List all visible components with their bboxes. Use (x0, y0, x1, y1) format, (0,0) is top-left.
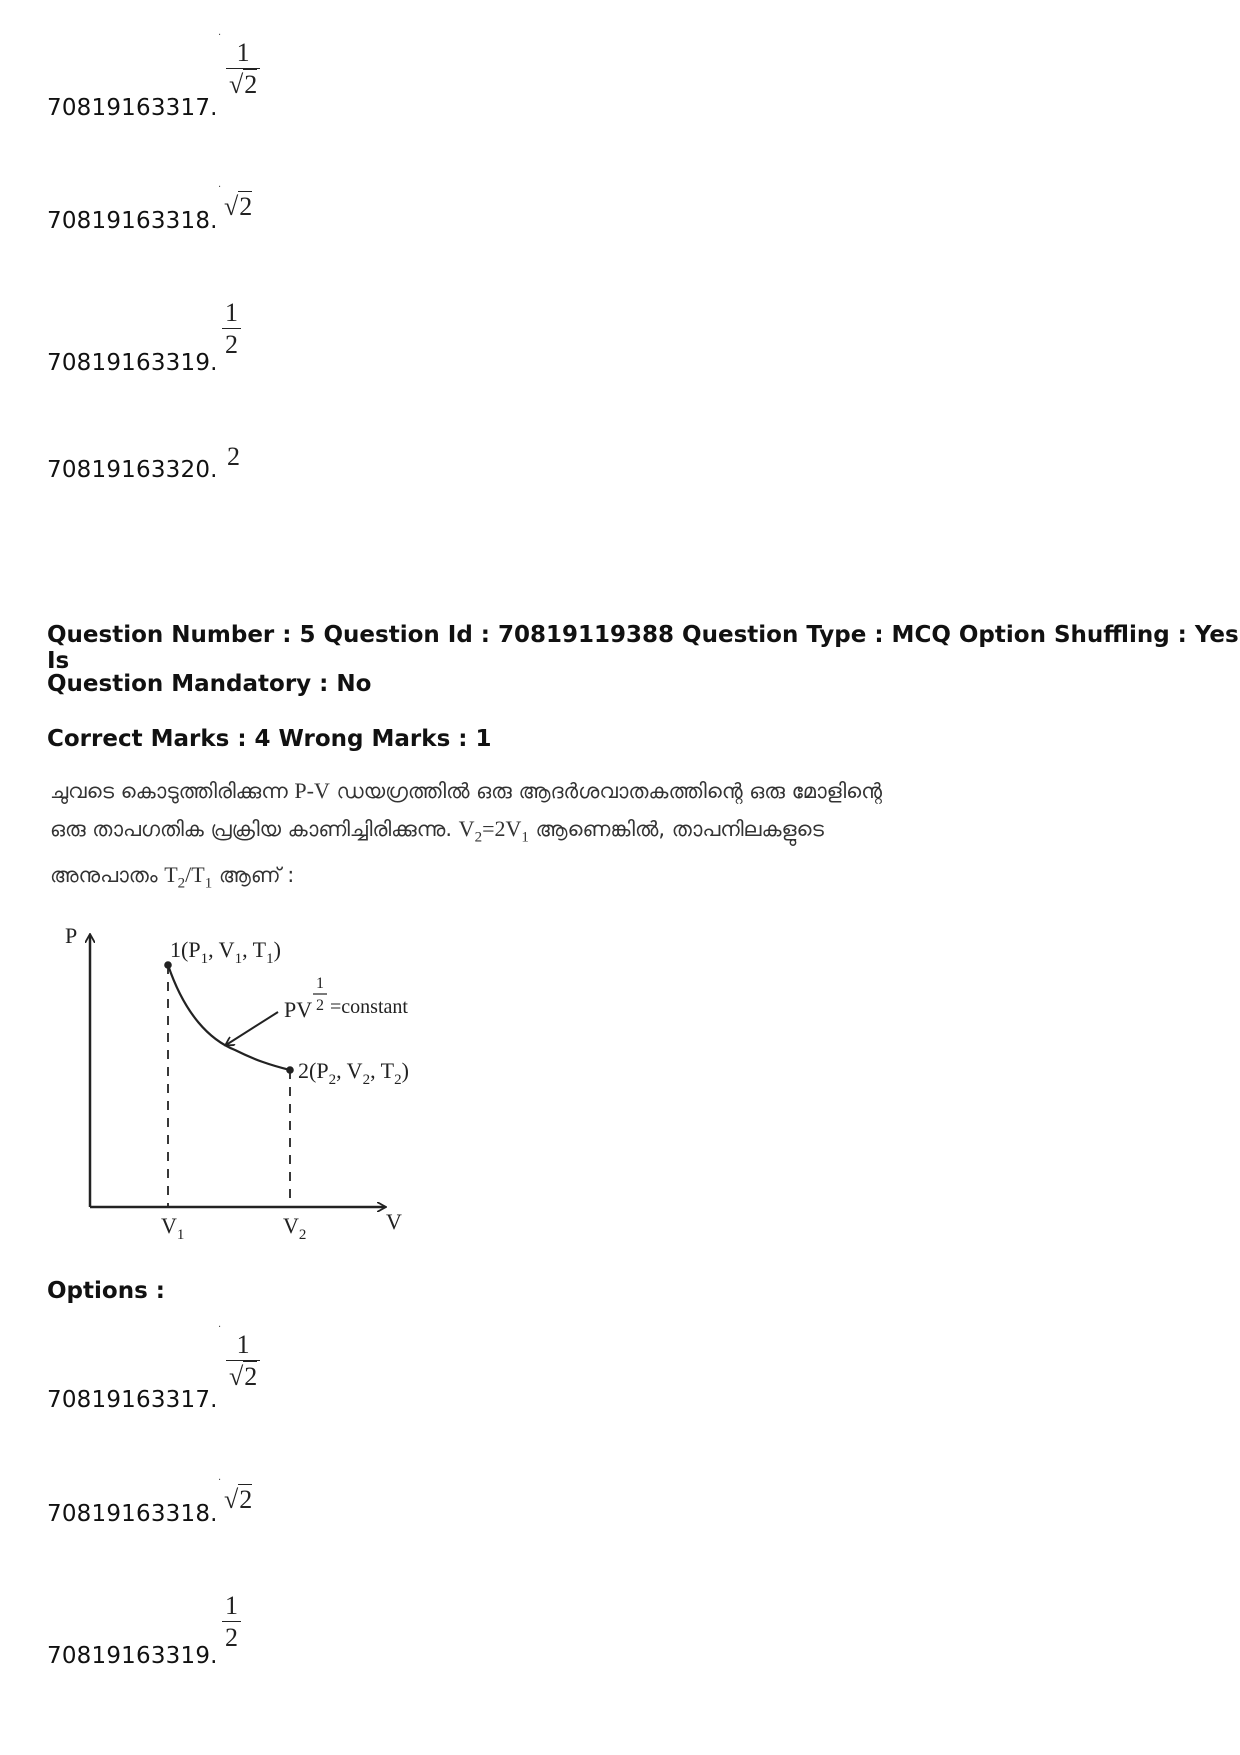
question-text-line-2 (50, 810, 950, 856)
text-segment: ) (273, 937, 281, 962)
fraction-numerator: 1 (225, 1591, 238, 1620)
text-segment: T (164, 862, 178, 888)
mark-dot: · (218, 30, 222, 41)
state-1-label (170, 937, 281, 967)
question-marks: Correct Marks : 4 Wrong Marks : 1 (47, 726, 492, 752)
option-value-sqrt: √2 (224, 1485, 253, 1514)
radicand: 2 (239, 1485, 253, 1514)
p-axis-label: P (65, 923, 78, 948)
subscript: 2 (328, 1072, 337, 1088)
process-curve (168, 965, 290, 1070)
subscript: 2 (362, 1072, 371, 1088)
text-segment: ഡയഗ്രത്തിൽ ഒരു ആദർശവാതകത്തിന്റെ ഒരു മോളിന്റെ (329, 779, 883, 803)
text-segment: ചുവടെ കൊടുത്തിരിക്കുന്ന (50, 779, 295, 803)
question-text-line-1 (50, 772, 950, 810)
subscript: 2 (394, 1072, 402, 1088)
text-segment: =2V (482, 816, 522, 841)
ratio (164, 862, 213, 892)
option-value-fraction (226, 1332, 260, 1390)
text-segment: , V (336, 1058, 363, 1083)
mark-dot: · (218, 1322, 222, 1333)
exponent-numerator: 1 (316, 975, 324, 992)
radicand: 2 (244, 1362, 258, 1391)
text-segment: , T (242, 937, 267, 962)
text-segment: ആണ് : (212, 863, 295, 888)
option-value-fraction (226, 40, 260, 98)
fraction-numerator: 1 (236, 38, 250, 67)
text-segment: , V (208, 937, 235, 962)
option-id: 70819163319. (47, 350, 218, 376)
mark-dot: · (218, 182, 222, 193)
text-segment: ഒരു താപഗതിക പ്രക്രിയ കാണിച്ചിരിക്കുന്നു. (50, 817, 459, 841)
subscript: 2 (298, 1227, 307, 1243)
annotation-arrow (226, 1012, 278, 1045)
text-segment: ) (401, 1058, 409, 1083)
fraction-denominator: √2 (226, 1360, 260, 1390)
fraction-denominator: 2 (222, 1621, 241, 1651)
state-point-1 (164, 961, 172, 969)
subscript: 1 (521, 829, 529, 846)
option-id: 70819163317. (47, 95, 218, 121)
question-mandatory: Question Mandatory : No (47, 671, 372, 697)
option-id: 70819163317. (47, 1387, 218, 1413)
subscript: 1 (176, 1227, 185, 1243)
fraction-numerator: 1 (225, 298, 238, 327)
option-value-fraction (222, 300, 241, 358)
option-value-fraction (222, 1593, 241, 1651)
options-heading: Options : (47, 1278, 165, 1304)
fraction-numerator: 1 (236, 1330, 250, 1359)
question-header: Question Number : 5 Question Id : 70819119388 Question Type : MCQ Option Shuffling : Yes Is (47, 622, 1239, 674)
state-point-2 (286, 1066, 294, 1074)
option-value-sqrt: √2 (224, 192, 253, 221)
v1-tick-label (161, 1213, 184, 1243)
subscript: 2 (474, 829, 483, 846)
fraction-denominator: 2 (222, 328, 241, 358)
pv-diagram (40, 915, 460, 1260)
pv-label: PV (284, 997, 313, 1022)
fraction-denominator: √2 (226, 68, 260, 98)
text-segment: V (458, 816, 475, 841)
subscript: 2 (177, 875, 186, 892)
option-value: 2 (227, 442, 240, 471)
text-segment: , T (370, 1058, 395, 1083)
radicand: 2 (244, 70, 258, 99)
option-id: 70819163319. (47, 1643, 218, 1669)
text-segment: 1(P (170, 937, 201, 962)
subscript: 1 (266, 951, 274, 967)
subscript: 1 (204, 875, 213, 892)
equation (458, 816, 529, 846)
text-segment: അനുപാതം (50, 863, 165, 888)
option-id: 70819163318. (47, 208, 218, 234)
text-segment: V (283, 1213, 299, 1238)
state-2-label (298, 1058, 409, 1088)
text-segment: 2(P (298, 1058, 329, 1083)
question-text-line-3 (50, 856, 950, 902)
option-id: 70819163318. (47, 1501, 218, 1527)
text-segment: /T (185, 862, 205, 888)
constant-label: =constant (330, 996, 408, 1018)
text-segment: V (161, 1213, 177, 1238)
v2-tick-label (283, 1213, 306, 1243)
subscript: 1 (234, 951, 243, 967)
subscript: 1 (200, 951, 209, 967)
question-text (50, 772, 950, 903)
v-axis-label: V (386, 1209, 402, 1234)
mark-dot: · (218, 1475, 222, 1486)
option-id: 70819163320. (47, 457, 218, 483)
text-segment: ആണെങ്കിൽ, താപനിലകളുടെ (528, 817, 824, 841)
exponent-denominator: 2 (316, 997, 324, 1014)
text-segment: P-V (294, 778, 330, 803)
radicand: 2 (239, 192, 253, 221)
